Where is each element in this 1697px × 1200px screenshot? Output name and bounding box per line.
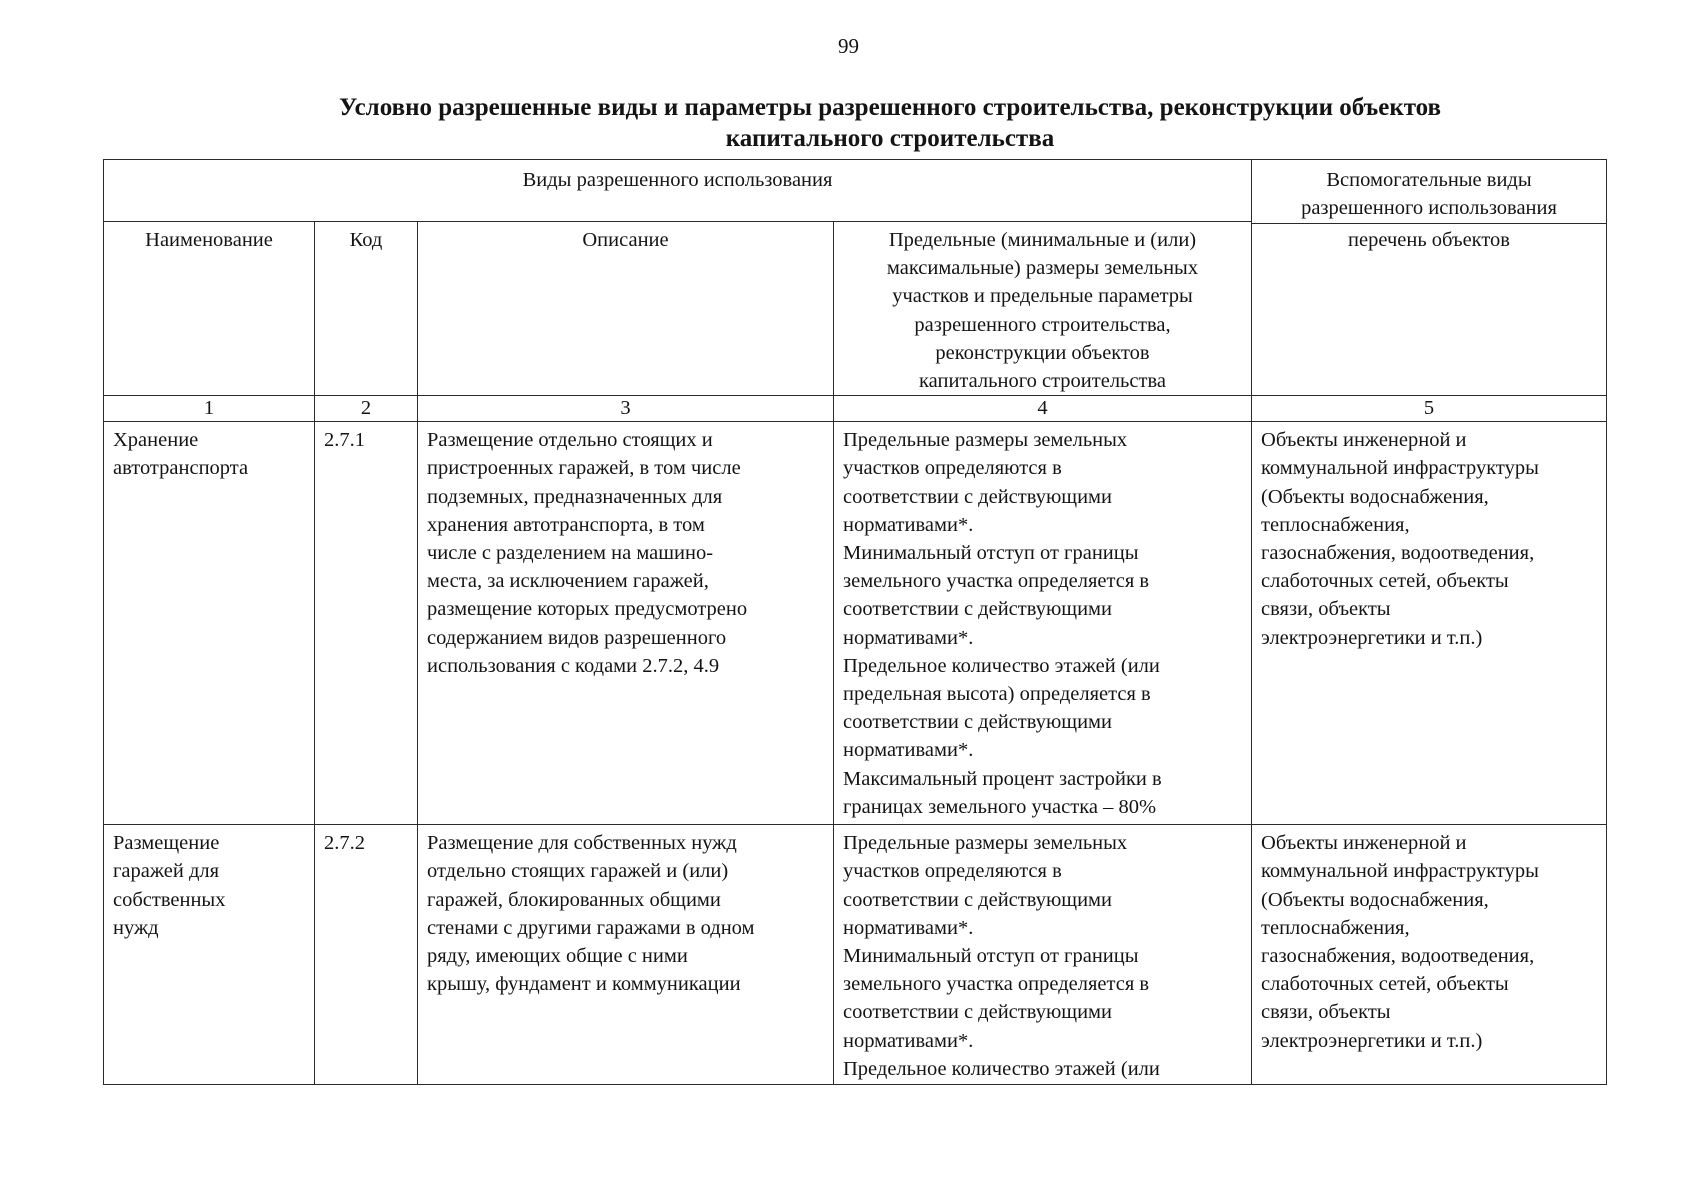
- column-number: 4: [834, 396, 1252, 422]
- row-description: [418, 422, 834, 825]
- header-code: Код: [315, 222, 418, 396]
- text-line: границах земельного участка – 80%: [843, 795, 1157, 818]
- column-number: 2: [315, 396, 418, 422]
- text-line: нужд: [113, 916, 159, 939]
- text-line: связи, объекты: [1261, 598, 1391, 621]
- text-line: электроэнергетики и т.п.): [1261, 626, 1483, 649]
- text-line: слаботочных сетей, объекты: [1261, 973, 1509, 996]
- text-line: участков определяются в: [843, 860, 1062, 883]
- page-title: [120, 92, 1660, 154]
- group-header-aux: [1252, 166, 1606, 222]
- text-line: Предельные размеры земельных: [843, 429, 1128, 452]
- text-line: максимальные) размеры земельных: [886, 257, 1199, 280]
- text-line: подземных, предназначенных для: [427, 485, 723, 508]
- row-code: 2.7.2: [315, 825, 418, 1085]
- row-limits: [834, 825, 1252, 1085]
- text-line: гаражей, блокированных общими: [427, 888, 721, 911]
- row-name: [104, 825, 315, 1085]
- text-line: гаражей для: [113, 860, 220, 883]
- text-line: слаботочных сетей, объекты: [1261, 570, 1509, 593]
- text-line: Минимальный отступ от границы: [843, 542, 1139, 565]
- row-name: [104, 422, 315, 825]
- permitted-uses-table: [103, 159, 1607, 1085]
- row-aux-objects: [1252, 422, 1607, 825]
- text-line: связи, объекты: [1261, 1001, 1391, 1024]
- text-line: места, за исключением гаражей,: [427, 570, 709, 593]
- text-line: Размещение для собственных нужд: [427, 832, 737, 855]
- text-line: стенами с другими гаражами в одном: [427, 916, 755, 939]
- text-line: земельного участка определяется в: [843, 570, 1150, 593]
- text-line: (Объекты водоснабжения,: [1261, 888, 1489, 911]
- header-name: Наименование: [104, 222, 315, 396]
- text-line: Условно разрешенные виды и параметры разрешенного строительства, реконструкции объектов: [338, 94, 1442, 121]
- table-row: [104, 825, 1607, 1085]
- text-line: числе с разделением на машино-: [427, 542, 714, 565]
- text-line: крышу, фундамент и коммуникации: [427, 973, 741, 996]
- row-limits: [834, 422, 1252, 825]
- page-number: 99: [838, 34, 859, 58]
- column-number: 5: [1252, 396, 1607, 422]
- text-line: соответствии с действующими: [843, 711, 1112, 734]
- text-line: теплоснабжения,: [1261, 916, 1410, 939]
- text-line: разрешенного использования: [1301, 197, 1557, 220]
- text-line: Вспомогательные виды: [1326, 169, 1532, 191]
- text-line: коммунальной инфраструктуры: [1261, 457, 1539, 480]
- text-line: реконструкции объектов: [935, 341, 1150, 364]
- text-line: газоснабжения, водоотведения,: [1261, 542, 1535, 565]
- text-line: Предельные размеры земельных: [843, 832, 1128, 855]
- text-line: Предельное количество этажей (или: [843, 654, 1160, 677]
- text-line: Объекты инженерной и: [1261, 832, 1467, 855]
- text-line: (Объекты водоснабжения,: [1261, 485, 1489, 508]
- text-line: Хранение: [113, 429, 199, 452]
- text-line: электроэнергетики и т.п.): [1261, 1029, 1483, 1052]
- header-limits: [834, 222, 1252, 396]
- group-header-row: [104, 160, 1607, 222]
- header-description: Описание: [418, 222, 834, 396]
- text-line: нормативами*.: [843, 513, 974, 536]
- text-line: использования с кодами 2.7.2, 4.9: [427, 654, 720, 677]
- text-line: соответствии с действующими: [843, 485, 1112, 508]
- text-line: Минимальный отступ от границы: [843, 945, 1139, 968]
- text-line: хранения автотранспорта, в том: [427, 513, 705, 536]
- header-aux-list: перечень объектов: [1348, 229, 1510, 252]
- table-row: [104, 422, 1607, 825]
- row-aux-objects: [1252, 825, 1607, 1085]
- text-line: предельная высота) определяется в: [843, 683, 1151, 706]
- text-line: ряду, имеющих общие с ними: [427, 945, 688, 968]
- text-line: земельного участка определяется в: [843, 973, 1150, 996]
- text-line: коммунальной инфраструктуры: [1261, 860, 1539, 883]
- text-line: соответствии с действующими: [843, 598, 1112, 621]
- text-line: участков определяются в: [843, 457, 1062, 480]
- text-line: нормативами*.: [843, 739, 974, 762]
- group-header-aux-cell: [1252, 160, 1607, 396]
- text-line: соответствии с действующими: [843, 888, 1112, 911]
- text-line: участков и предельные параметры: [892, 285, 1193, 308]
- text-line: капитального строительства: [725, 125, 1055, 152]
- row-description: [418, 825, 834, 1085]
- text-line: Размещение: [113, 832, 220, 855]
- text-line: отдельно стоящих гаражей и (или): [427, 860, 729, 883]
- text-line: разрешенного строительства,: [914, 313, 1171, 336]
- text-line: Предельное количество этажей (или: [843, 1057, 1160, 1080]
- text-line: газоснабжения, водоотведения,: [1261, 945, 1535, 968]
- text-line: теплоснабжения,: [1261, 513, 1410, 536]
- text-line: пристроенных гаражей, в том числе: [427, 457, 741, 480]
- text-line: нормативами*.: [843, 916, 974, 939]
- column-number: 1: [104, 396, 315, 422]
- text-line: Максимальный процент застройки в: [843, 767, 1162, 790]
- text-line: автотранспорта: [113, 457, 249, 480]
- text-line: Объекты инженерной и: [1261, 429, 1467, 452]
- text-line: Предельные (минимальные и (или): [888, 229, 1197, 251]
- text-line: Размещение отдельно стоящих и: [427, 429, 713, 452]
- text-line: соответствии с действующими: [843, 1001, 1112, 1024]
- text-line: собственных: [113, 888, 226, 911]
- aux-divider: [1252, 223, 1606, 254]
- column-number-row: [104, 396, 1607, 422]
- text-line: капитального строительства: [919, 370, 1166, 393]
- group-header-main: Виды разрешенного использования: [104, 160, 1252, 222]
- text-line: нормативами*.: [843, 1029, 974, 1052]
- text-line: содержанием видов разрешенного: [427, 626, 727, 649]
- row-code: 2.7.1: [315, 422, 418, 825]
- text-line: нормативами*.: [843, 626, 974, 649]
- column-number: 3: [418, 396, 834, 422]
- text-line: размещение которых предусмотрено: [427, 598, 748, 621]
